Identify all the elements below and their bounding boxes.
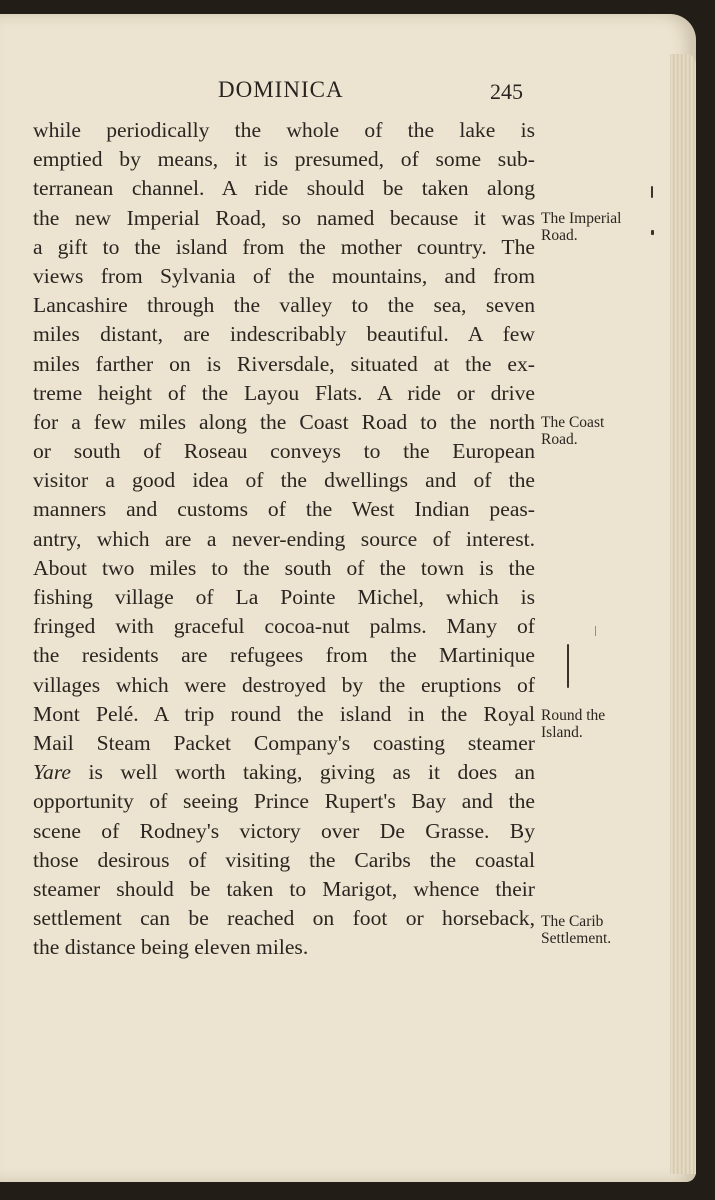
margin-note-line: The Coast <box>541 414 605 431</box>
text-line: while periodically the whole of the lake is <box>33 118 535 142</box>
text-line: treme height of the Layou Flats. A ride or drive <box>33 380 535 405</box>
ink-speck <box>567 644 569 688</box>
running-head <box>0 77 540 107</box>
text-line: settlement can be reached on foot or horseback, <box>33 906 535 931</box>
margin-note-line: The Imperial <box>541 210 622 227</box>
text-line: miles distant, are indescribably beautiful. A few <box>33 322 535 347</box>
ship-name: Yare <box>33 760 72 785</box>
text-line: emptied by means, it is presumed, of some sub- <box>33 147 535 172</box>
text-line: opportunity of seeing Prince Rupert's Bay and the <box>33 789 535 814</box>
text-line: fishing village of La Pointe Michel, which is <box>33 585 535 609</box>
text-line: terranean channel. A ride should be taken along <box>33 176 535 201</box>
text-line: steamer should be taken to Marigot, whence their <box>33 876 535 901</box>
text-fragment: is well worth taking, giving as it does an <box>88 760 536 785</box>
page-edges <box>670 54 696 1174</box>
ink-speck <box>651 186 653 198</box>
text-line: Mail Steam Packet Company's coasting steamer <box>33 730 535 755</box>
body-text <box>33 116 535 962</box>
text-line: a gift to the island from the mother country. The <box>33 234 535 259</box>
margin-note-line: Road. <box>541 227 578 244</box>
text-line: Mont Pelé. A trip round the island in the Royal <box>33 701 535 726</box>
text-line: those desirous of visiting the Caribs the coastal <box>33 847 535 872</box>
margin-note-line: Island. <box>541 724 583 741</box>
margin-note-line: Road. <box>541 431 578 448</box>
text-line: the new Imperial Road, so named because it was <box>33 205 535 230</box>
text-line: views from Sylvania of the mountains, and from <box>33 263 535 288</box>
text-line: Lancashire through the valley to the sea, seven <box>33 293 535 318</box>
text-line-with-italic <box>33 758 535 787</box>
text-line: miles farther on is Riversdale, situated at the ex- <box>33 351 535 376</box>
text-line: manners and customs of the West Indian peas- <box>33 497 535 522</box>
margin-note-line: Round the <box>541 707 606 724</box>
text-line: About two miles to the south of the town is the <box>33 555 535 580</box>
margin-note-line: The Carib <box>541 913 604 930</box>
margin-note-imperial-road <box>541 210 661 244</box>
text-line: villages which were destroyed by the eruptions of <box>33 672 535 697</box>
margin-note-line: Settlement. <box>541 930 612 947</box>
text-line: the distance being eleven miles. <box>33 935 309 960</box>
margin-note-round-island <box>541 707 661 741</box>
margin-note-coast-road <box>541 414 661 448</box>
text-line: antry, which are a never-ending source of interest. <box>33 526 535 551</box>
text-line: fringed with graceful cocoa-nut palms. Many of <box>33 614 535 639</box>
text-line: visitor a good idea of the dwellings and of the <box>33 468 535 493</box>
text-line: scene of Rodney's victory over De Grasse. By <box>33 818 535 843</box>
ink-speck <box>651 230 654 235</box>
text-line: the residents are refugees from the Martinique <box>33 643 535 668</box>
faint-mark <box>595 626 596 636</box>
page-number: 245 <box>490 79 523 104</box>
text-line: or south of Roseau conveys to the European <box>33 439 535 464</box>
margin-note-carib-settlement <box>541 913 661 947</box>
running-head-title: DOMINICA <box>218 77 344 102</box>
text-line: for a few miles along the Coast Road to the north <box>33 409 535 434</box>
